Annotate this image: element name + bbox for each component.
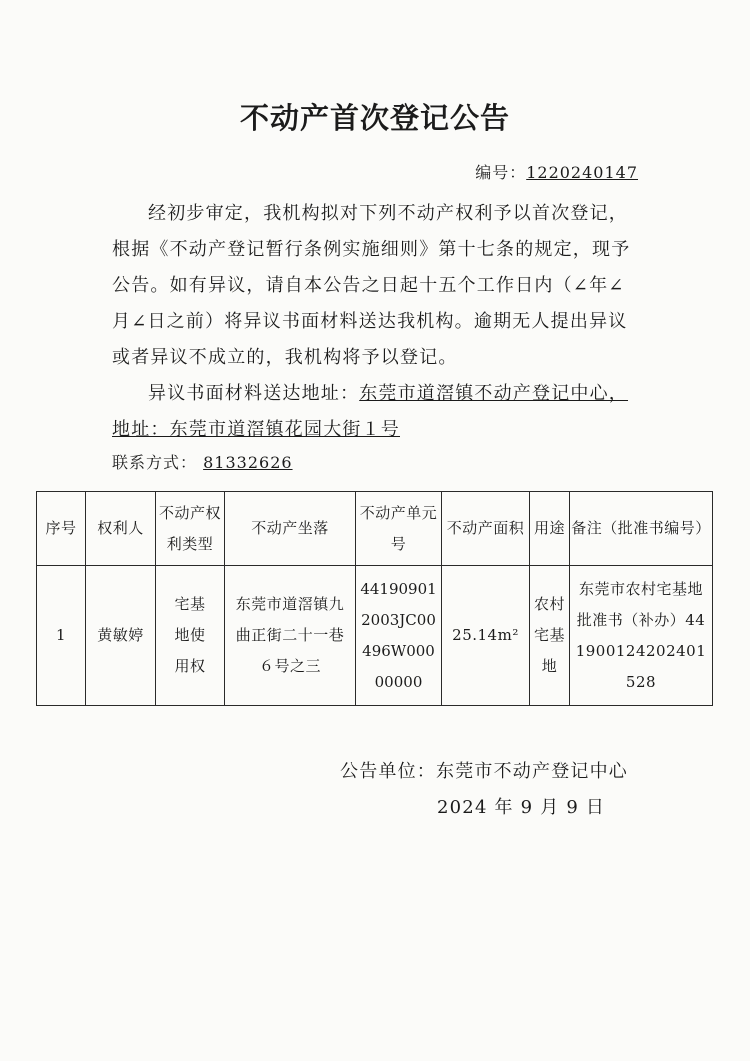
cell-remark: 东莞市农村宅基地批准书（补办）441900124202401528 [570, 566, 713, 706]
header-usage: 用途 [530, 492, 570, 566]
objection-address-label: 异议书面材料送达地址： [148, 383, 360, 404]
notice-number-value: 1220240147 [526, 163, 638, 182]
header-owner: 权利人 [86, 492, 156, 566]
cell-seq: 1 [37, 566, 86, 706]
table-row [37, 566, 713, 706]
page-title: 不动产首次登记公告 [239, 101, 510, 135]
cell-right-type: 宅基地使用权 [156, 566, 225, 706]
contact-phone: 81332626 [203, 453, 293, 472]
notice-paragraph-1: 经初步审定，我机构拟对下列不动产权利予以首次登记，根据《不动产登记暂行条例实施细则》第十七条的规定，现予公告。如有异议，请自本公告之日起十五个工作日内（∠年∠月∠日之前）将异议书面材料送达我机构。逾期无人提出异议或者异议不成立的，我机构将予以登记。 [112, 203, 631, 368]
notice-paragraph-2 [112, 376, 642, 448]
header-area: 不动产面积 [442, 492, 530, 566]
header-location: 不动产坐落 [225, 492, 356, 566]
cell-location: 东莞市道滘镇九曲正街二十一巷６号之三 [225, 566, 356, 706]
header-right-type: 不动产权利类型 [156, 492, 225, 566]
notice-number [475, 160, 638, 183]
notice-body [112, 196, 642, 448]
cell-unit-no: 441909012003JC00496W00000000 [356, 566, 442, 706]
notice-date: 2024 年 9 月 9 日 [437, 797, 606, 818]
contact-label: 联系方式： [112, 453, 198, 472]
issuing-authority: 公告单位：东莞市不动产登记中心 [340, 761, 628, 782]
objection-address: 东莞市道滘镇不动产登记中心，地址：东莞市道滘镇花园大街１号 [112, 383, 629, 440]
header-unit-no: 不动产单元号 [356, 492, 442, 566]
cell-area: 25.14m² [442, 566, 530, 706]
cell-usage: 农村宅基地 [530, 566, 570, 706]
table-header-row [37, 492, 713, 566]
property-table [36, 491, 713, 706]
notice-number-label: 编号： [475, 163, 527, 182]
cell-owner: 黄敏婷 [86, 566, 156, 706]
contact-info [112, 450, 293, 473]
header-remark: 备注（批准书编号） [570, 492, 713, 566]
header-seq: 序号 [37, 492, 86, 566]
